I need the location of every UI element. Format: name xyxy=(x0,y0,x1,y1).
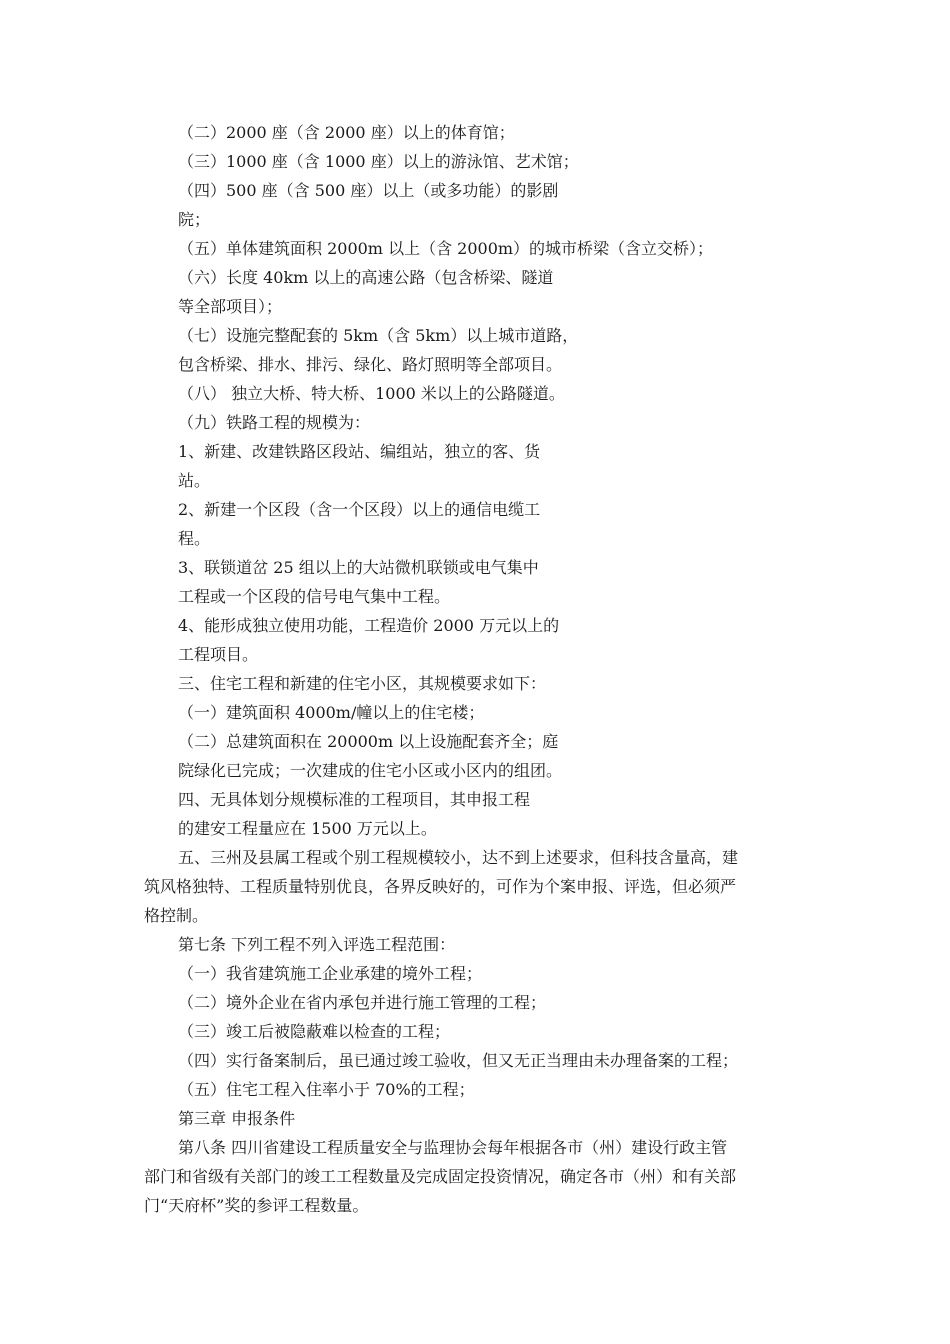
text-line: 第三章 申报条件 xyxy=(178,1109,296,1128)
text-line: （二）总建筑面积在 20000m 以上设施配套齐全；庭 xyxy=(178,732,559,751)
text-line: 程。 xyxy=(178,529,211,548)
text-line: （四）500 座（含 500 座）以上（或多功能）的影剧 xyxy=(178,181,559,200)
text-line: （一）我省建筑施工企业承建的境外工程； xyxy=(178,964,483,983)
text-line: （七）设施完整配套的 5km（含 5km）以上城市道路， xyxy=(178,326,579,345)
text-line: （八） 独立大桥、特大桥、1000 米以上的公路隧道。 xyxy=(178,384,565,403)
text-line: 四、无具体划分规模标准的工程项目，其申报工程 xyxy=(178,790,531,809)
text-line: 站。 xyxy=(178,471,211,490)
text-line: （二）境外企业在省内承包并进行施工管理的工程； xyxy=(178,993,547,1012)
text-line: （三）竣工后被隐蔽难以检查的工程； xyxy=(178,1022,451,1041)
text-line: 第八条 四川省建设工程质量安全与监理协会每年根据各市（州）建设行政主管 xyxy=(178,1138,728,1157)
text-line: 五、三州及县属工程或个别工程规模较小，达不到上述要求，但科技含量高，建 xyxy=(178,848,739,867)
text-line: 门“天府杯”奖的参评工程数量。 xyxy=(144,1196,369,1215)
text-line: 部门和省级有关部门的竣工工程数量及完成固定投资情况，确定各市（州）和有关部 xyxy=(144,1167,737,1186)
text-line: （二）2000 座（含 2000 座）以上的体育馆； xyxy=(178,123,515,142)
text-line: 包含桥梁、排水、排污、绿化、路灯照明等全部项目。 xyxy=(178,355,563,374)
text-line: （三）1000 座（含 1000 座）以上的游泳馆、艺术馆； xyxy=(178,152,579,171)
text-line: 格控制。 xyxy=(144,906,209,925)
text-line: 2、新建一个区段（含一个区段）以上的通信电缆工 xyxy=(178,500,541,519)
text-line: （五）住宅工程入住率小于 70%的工程； xyxy=(178,1080,475,1099)
text-line: 三、住宅工程和新建的住宅小区，其规模要求如下： xyxy=(178,674,547,693)
text-line: 3、联锁道岔 25 组以上的大站微机联锁或电气集中 xyxy=(178,558,539,577)
text-line: 工程或一个区段的信号电气集中工程。 xyxy=(178,587,451,606)
text-line: （六）长度 40km 以上的高速公路（包含桥梁、隧道 xyxy=(178,268,554,287)
text-line: （五）单体建筑面积 2000m 以上（含 2000m）的城市桥梁（含立交桥）； xyxy=(178,239,714,258)
text-line: 1、新建、改建铁路区段站、编组站，独立的客、货 xyxy=(178,442,541,461)
text-line: （一）建筑面积 4000m/幢以上的住宅楼； xyxy=(178,703,485,722)
text-line: 等全部项目）； xyxy=(178,297,283,316)
text-line: 工程项目。 xyxy=(178,645,259,664)
text-line: 院； xyxy=(178,210,211,229)
text-line: 4、能形成独立使用功能，工程造价 2000 万元以上的 xyxy=(178,616,560,635)
text-line: 第七条 下列工程不列入评选工程范围： xyxy=(178,935,456,954)
text-line: （四）实行备案制后，虽已通过竣工验收，但又无正当理由未办理备案的工程； xyxy=(178,1051,739,1070)
text-line: 院绿化已完成；一次建成的住宅小区或小区内的组团。 xyxy=(178,761,563,780)
text-line: 的建安工程量应在 1500 万元以上。 xyxy=(178,819,437,838)
text-line: （九）铁路工程的规模为： xyxy=(178,413,371,432)
text-line: 筑风格独特、工程质量特别优良，各界反映好的，可作为个案申报、评选，但必须严 xyxy=(144,877,737,896)
